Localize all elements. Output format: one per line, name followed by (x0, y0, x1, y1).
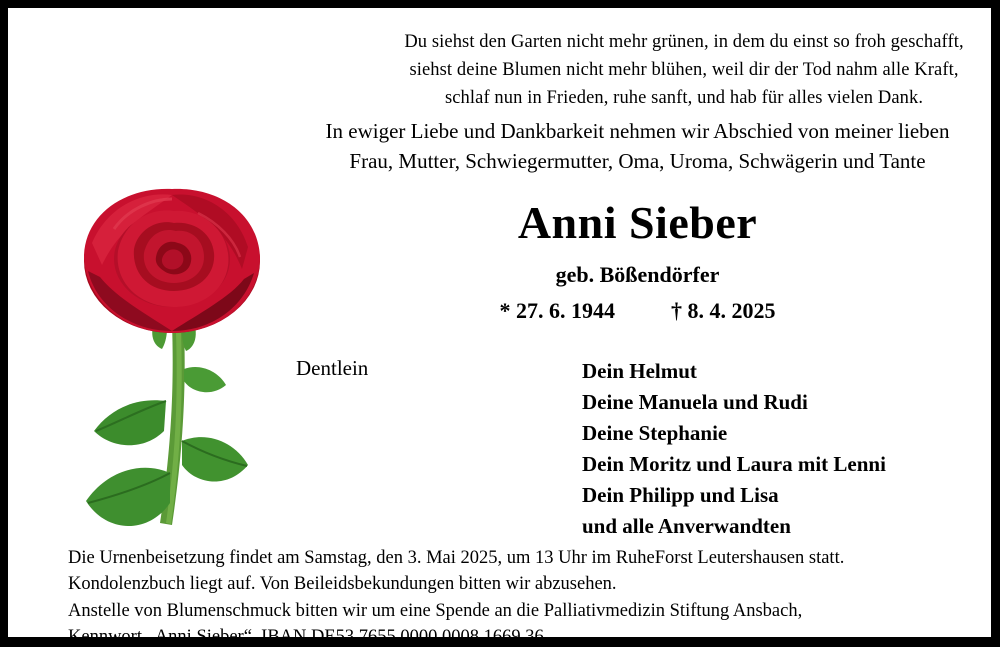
poem-block (388, 28, 980, 112)
footer-line-4: Kennwort „Anni Sieber“, IBAN DE53 7655 0000 0008 1669 36. (68, 626, 549, 647)
life-dates (290, 298, 985, 324)
survivor-item: Dein Philipp und Lisa (582, 483, 779, 508)
frame-border-right (991, 0, 1000, 647)
intro-line-2: Frau, Mutter, Schwiegermutter, Oma, Uroma, Schwägerin und Tante (349, 149, 926, 174)
footer-line-1: Die Urnenbeisetzung findet am Samstag, den 3. Mai 2025, um 13 Uhr im RuheForst Leutershausen statt. (68, 548, 845, 568)
deceased-name: Anni Sieber (517, 197, 758, 248)
rose-illustration (48, 173, 278, 533)
footer-line-2: Kondolenzbuch liegt auf. Von Beileidsbekundungen bitten wir abzusehen. (68, 574, 617, 595)
survivor-item: Dein Helmut (582, 359, 697, 383)
survivor-item: Dein Moritz und Laura mit Lenni (582, 452, 886, 477)
frame-border-top (0, 0, 1000, 8)
poem-line-2: siehst deine Blumen nicht mehr blühen, weil dir der Tod nahm alle Kraft, (409, 60, 959, 81)
death-date: † 8. 4. 2025 (671, 298, 776, 323)
survivor-item: Deine Manuela und Rudi (582, 390, 808, 415)
footer-line-3: Anstelle von Blumenschmuck bitten wir um eine Spende an die Palliativmedizin Stiftung Ansbach, (68, 600, 803, 621)
place-name: Dentlein (296, 356, 369, 380)
intro-block (290, 116, 985, 177)
poem-line-3: schlaf nun in Frieden, ruhe sanft, und hab für alles vielen Dank. (444, 88, 924, 109)
intro-line-1: In ewiger Liebe und Dankbarkeit nehmen wir Abschied von meiner lieben (325, 119, 950, 143)
frame-border-left (0, 0, 8, 647)
notice-content (8, 8, 991, 647)
maiden-name: geb. Bößendörfer (555, 262, 720, 287)
survivor-item: und alle Anverwandten (582, 514, 791, 539)
survivor-item: Deine Stephanie (582, 421, 728, 446)
poem-line-1: Du siehst den Garten nicht mehr grünen, in dem du einst so froh geschafft, (404, 32, 964, 52)
footer-block (68, 545, 978, 647)
survivors-list (582, 356, 886, 542)
birth-date: * 27. 6. 1944 (499, 298, 615, 323)
